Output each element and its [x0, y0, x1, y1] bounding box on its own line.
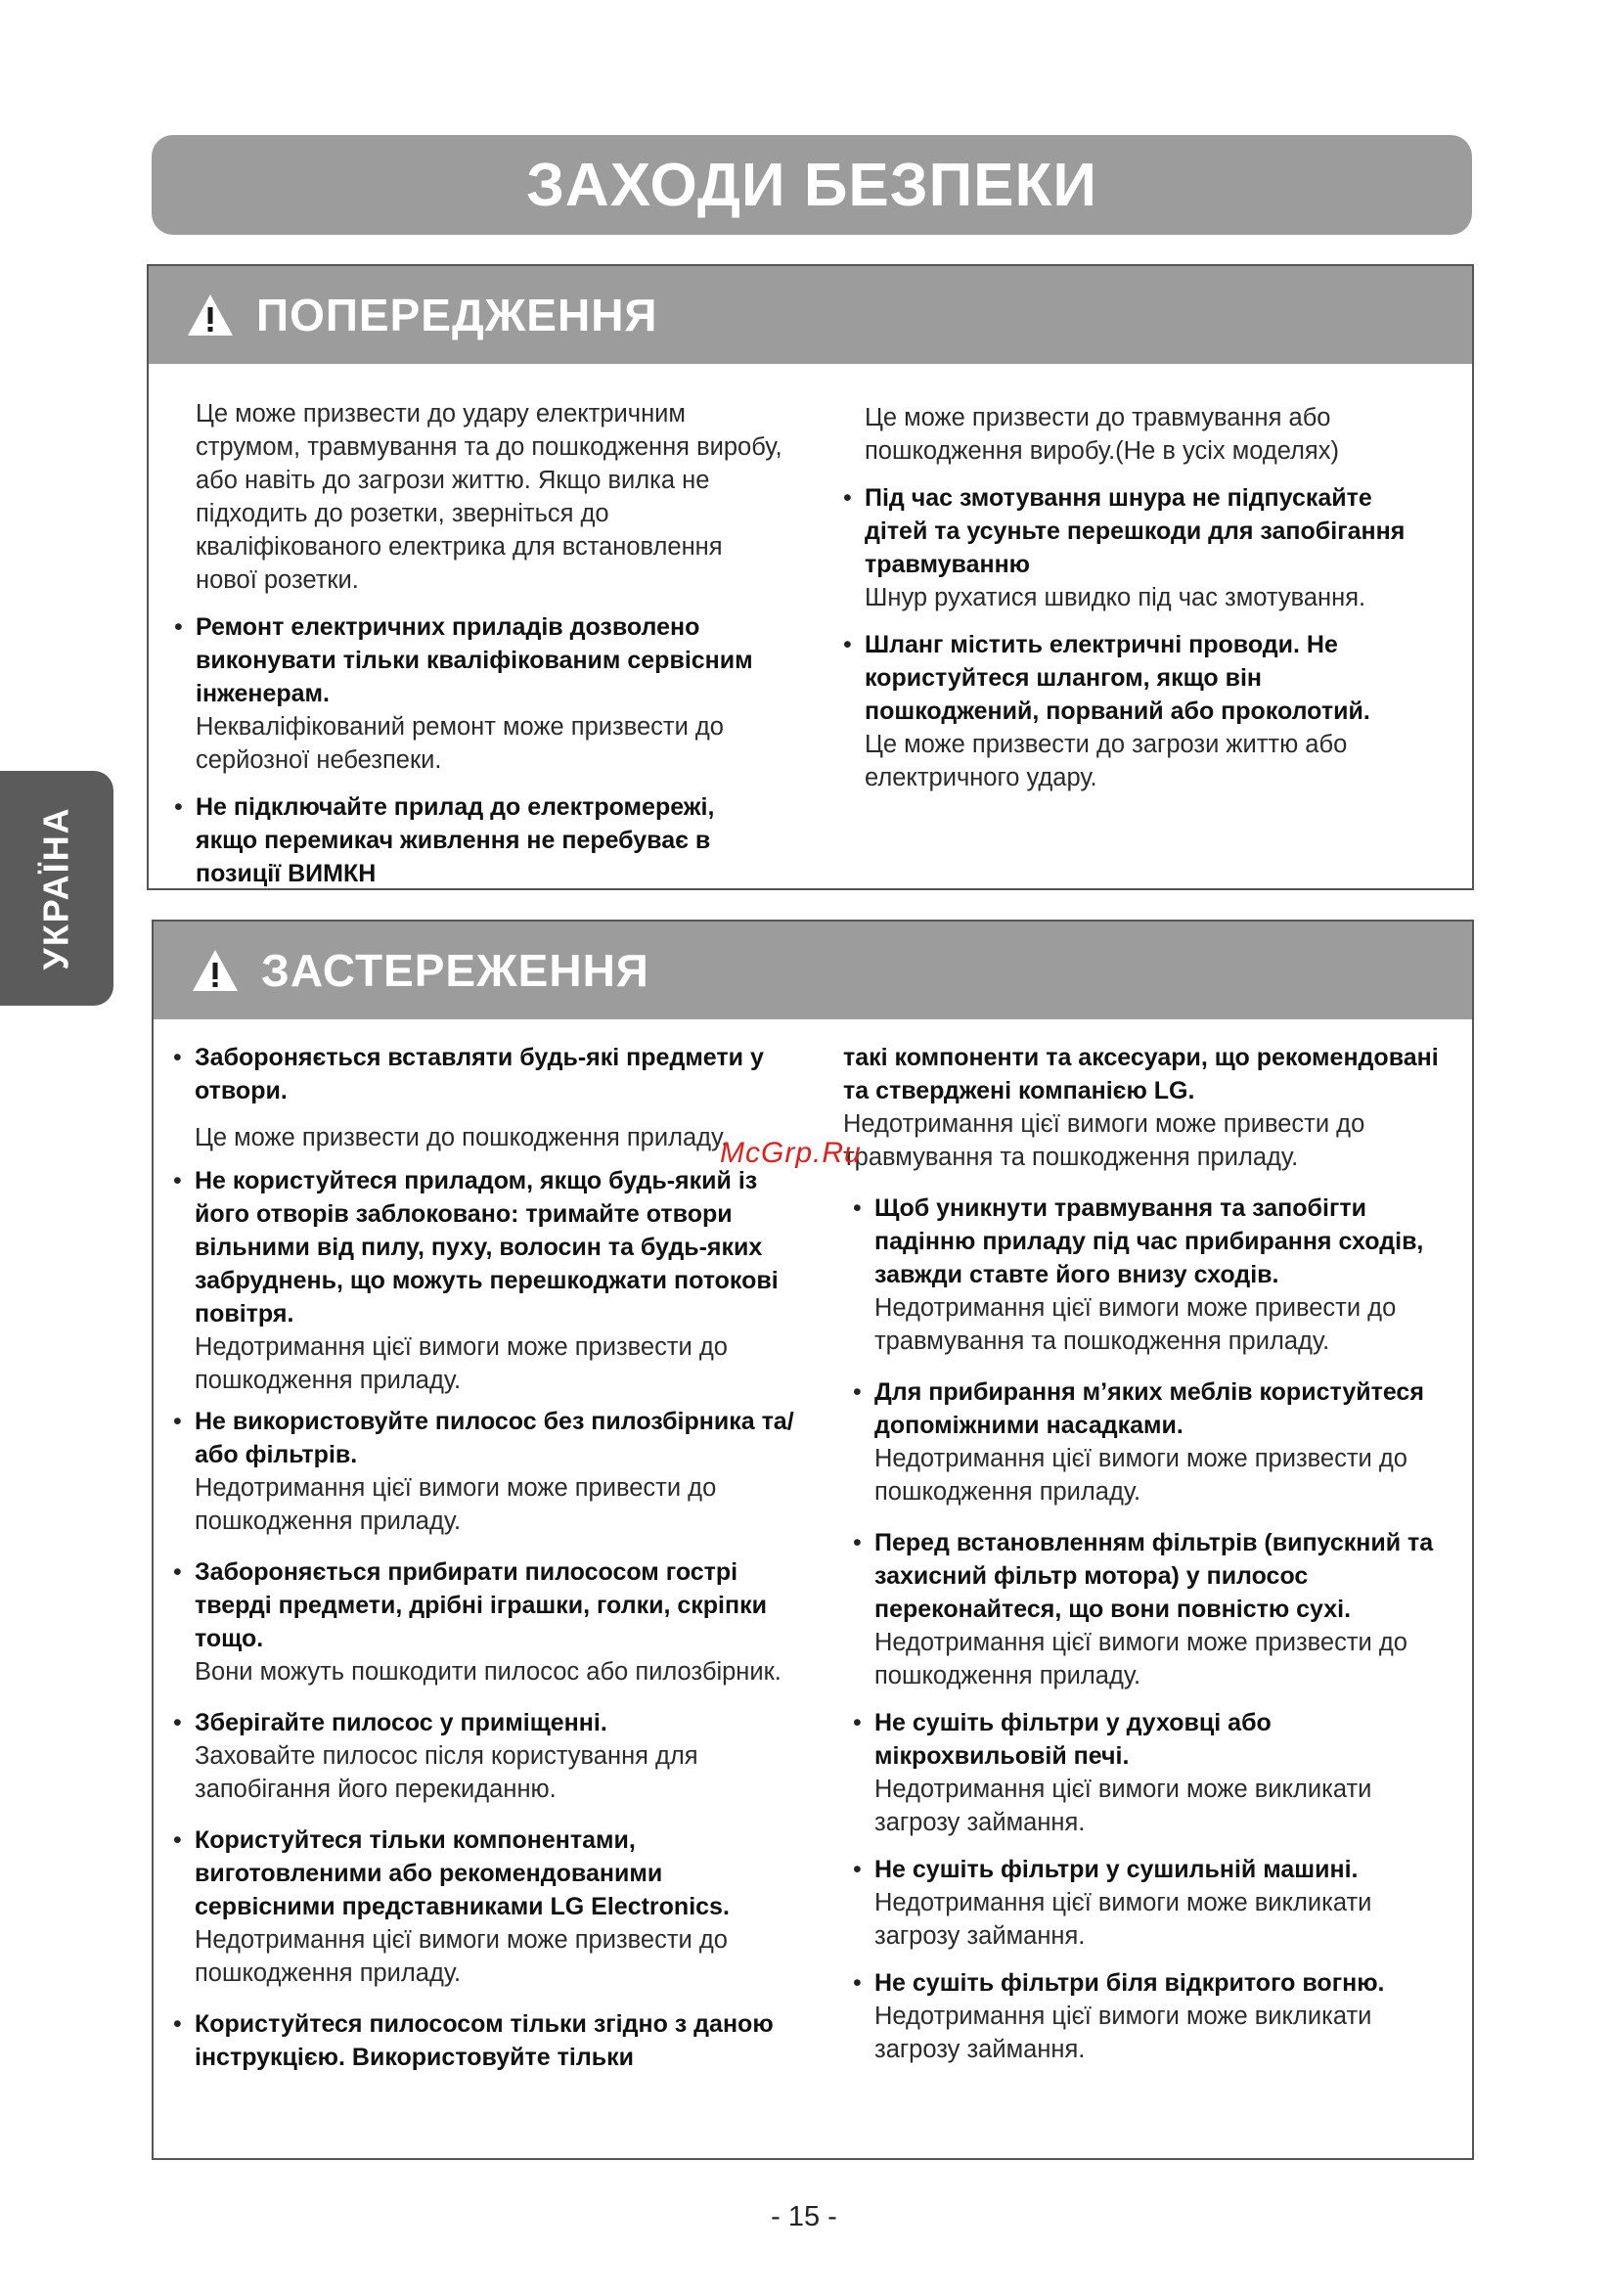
caution-heading: ЗАСТЕРЕЖЕННЯ	[261, 945, 649, 996]
warning-left-intro: Це може призвести до удару електричним струмом, травмування та до пошкодження виробу, або навіть до загрози життю. Якщо вилка не підходить до розетки, зверніться до кваліфікованого електрика для встановлення нової розетки.	[196, 400, 782, 594]
list-item: • Зберігайте пилосос у приміщенні. Заховайте пилосос після користування для запобігання його перекиданню.	[173, 1709, 698, 1803]
list-item: • Не сушіть фільтри біля відкритого вогню. Недотримання цієї вимоги може викликати загрозу займання.	[853, 1969, 1385, 2063]
list-item: • Для прибирання м’яких меблів користуйтеся допоміжними насадками. Недотримання цієї вимоги може призвести до пошкодження приладу.	[853, 1378, 1424, 1506]
list-item: • Перед встановленням фільтрів (випускний та захисний фільтр мотора) у пилосос переконайтеся, що вони повністю сухі. Недотримання цієї вимоги може призвести до пошкодження приладу.	[853, 1529, 1434, 1689]
list-item: • Шланг містить електричні проводи. Не користуйтеся шлангом, якщо він пошкоджений, порваний або проколотий. Це може призвести до загрози життю або електричного удару.	[843, 631, 1370, 791]
list-item: • Не сушіть фільтри у духовці або мікрохвильовій печі. Недотримання цієї вимоги може викликати загрозу займання.	[853, 1709, 1372, 1836]
warning-box	[147, 264, 1474, 890]
page-title-bar	[152, 135, 1472, 235]
warning-triangle-icon	[186, 293, 235, 338]
warning-left-column	[174, 397, 782, 890]
language-label: УКРАЇНА	[36, 806, 77, 970]
list-item: • Користуйтеся тільки компонентами, виготовленими або рекомендованими сервісними представниками LG Electronics. Недотримання цієї вимоги може призвести до пошкодження приладу.	[173, 1826, 730, 1987]
caution-box	[152, 920, 1474, 2160]
list-item-continuation: такі компоненти та аксесуари, що рекомендовані та стверджені компанією LG. Недотримання цієї вимоги може привести до травмування та пошкодження приладу.	[843, 1044, 1439, 1171]
caution-left-column	[173, 1041, 799, 2074]
list-item: • Ремонт електричних приладів дозволено виконувати тільки кваліфікованим сервісним інженерам. Некваліфікований ремонт може призвести до серйозної небезпеки.	[174, 613, 753, 774]
list-item: • Під час змотування шнура не підпускайте дітей та усуньте перешкоди для запобігання травмуванню Шнур рухатися швидко під час змотування.	[843, 484, 1406, 611]
page-title: ЗАХОДИ БЕЗПЕКИ	[526, 151, 1097, 219]
list-item: • Не використовуйте пилосос без пилозбірника та/або фільтрів. Недотримання цієї вимоги може привести до пошкодження приладу.	[173, 1408, 794, 1535]
warning-triangle-icon	[191, 948, 240, 993]
list-item: • Не сушіть фільтри у сушильній машині. Недотримання цієї вимоги може викликати загрозу займання.	[853, 1856, 1372, 1950]
list-item: • Забороняється вставляти будь-які предмети у отвори. Це може призвести до пошкодження приладу.	[173, 1044, 764, 1151]
list-item: • Не підключайте прилад до електромережі, якщо перемикач живлення не перебуває в позиції ВИМКН	[174, 793, 715, 887]
watermark: McGrp.Ru	[720, 1137, 862, 1169]
list-item: • Щоб уникнути травмування та запобігти падінню приладу під час прибирання сходів, завжди ставте його внизу сходів. Недотримання цієї вимоги може привести до травмування та пошкодження приладу.	[853, 1194, 1424, 1355]
list-item: • Користуйтеся пилососом тільки згідно з даною інструкцією. Використовуйте тільки	[173, 2010, 774, 2071]
caution-header	[154, 922, 1472, 1019]
list-item: • Забороняється прибирати пилососом гострі тверді предмети, дрібні іграшки, голки, скріпки тощо. Вони можуть пошкодити пилосос або пилозбірник.	[173, 1558, 782, 1686]
warning-right-intro: Це може призвести до травмування або пошкодження виробу.(Не в усіх моделях)	[865, 404, 1339, 465]
warning-right-column	[843, 401, 1430, 794]
language-side-tab	[0, 771, 113, 1006]
list-item: • Не користуйтеся приладом, якщо будь-який із його отворів заблоковано: тримайте отвори вільними від пилу, пуху, волосин та будь-яких забруднень, що можуть перешкоджати потокові повітря. Недотримання цієї вимоги може призвести до пошкодження приладу.	[173, 1167, 779, 1394]
page-number: - 15 -	[771, 2201, 837, 2232]
warning-heading: ПОПЕРЕДЖЕННЯ	[256, 290, 658, 340]
caution-right-column	[843, 1041, 1459, 2066]
warning-header	[149, 266, 1472, 364]
